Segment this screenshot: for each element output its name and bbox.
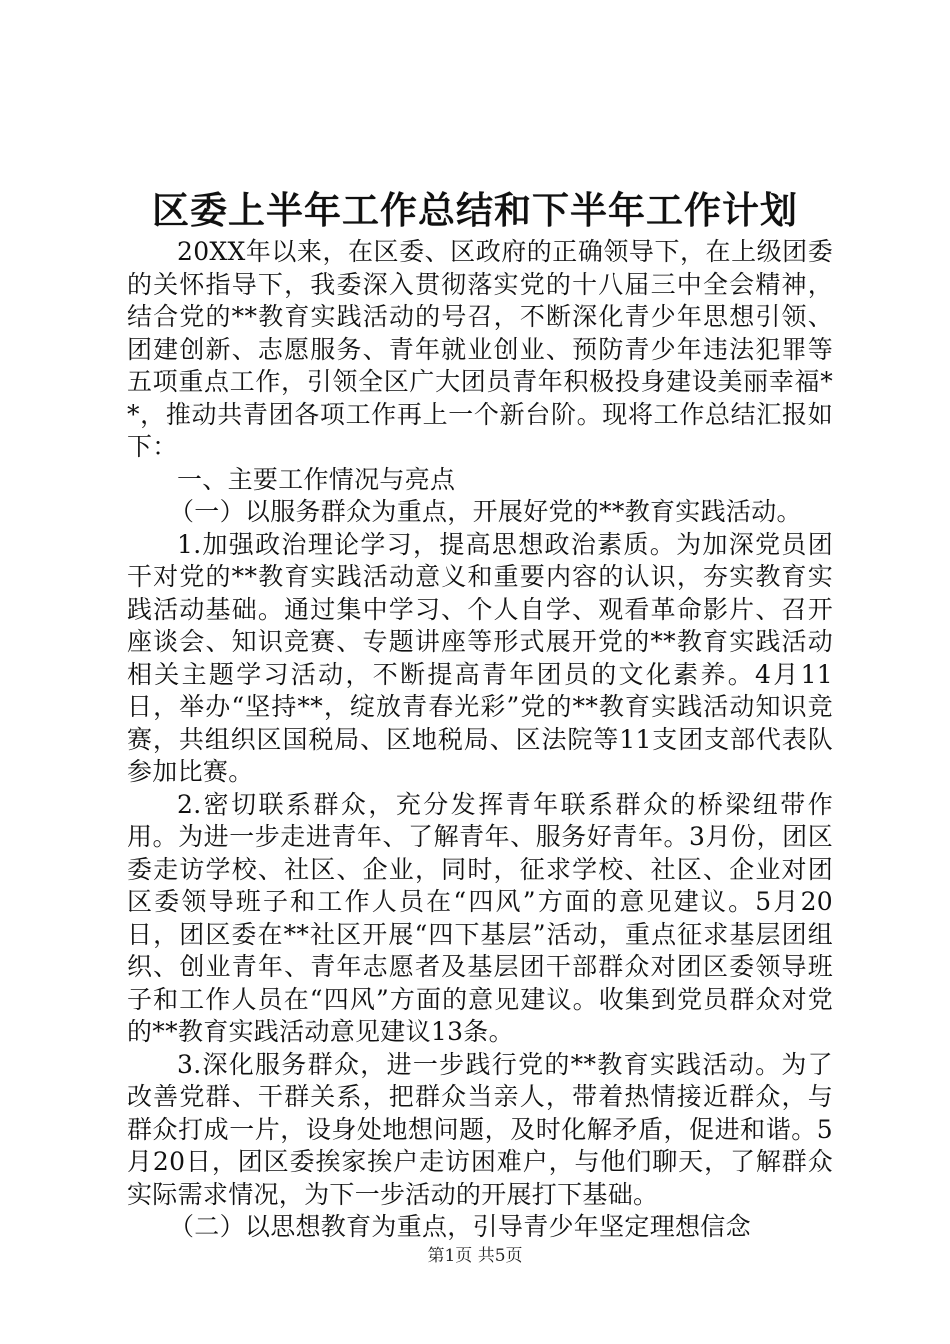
subsection-heading-1: （一）以服务群众为重点，开展好党的**教育实践活动。	[169, 497, 802, 526]
document-body	[127, 236, 833, 1244]
document-title: 区委上半年工作总结和下半年工作计划	[152, 188, 798, 232]
intro-paragraph: 20XX年以来，在区委、区政府的正确领导下，在上级团委的关怀指导下，我委深入贯彻落实党的十八届三中全会精神，结合党的**教育实践活动的号召，不断深化青少年思想引领、团建创新、志愿服务、青年就业创业、预防青少年违法犯罪等五项重点工作，引领全区广大团员青年积极投身建设美丽幸福**，推动共青团各项工作再上一个新台阶。现将工作总结汇报如下：	[127, 237, 833, 461]
item-paragraph-1: 1.加强政治理论学习，提高思想政治素质。为加深党员团干对党的**教育实践活动意义和重要内容的认识，夯实教育实践活动基础。通过集中学习、个人自学、观看革命影片、召开座谈会、知识竞赛、专题讲座等形式展开党的**教育实践活动相关主题学习活动，不断提高青年团员的文化素养。4月11日，举办“坚持**，绽放青春光彩”党的**教育实践活动知识竞赛，共组织区国税局、区地税局、区法院等11支团支部代表队参加比赛。	[127, 529, 833, 786]
item-paragraph-2: 2.密切联系群众，充分发挥青年联系群众的桥梁纽带作用。为进一步走进青年、了解青年、服务好青年。3月份，团区委走访学校、社区、企业，同时，征求学校、社区、企业对团区委领导班子和工作人员在“四风”方面的意见建议。5月20日，团区委在**社区开展“四下基层”活动，重点征求基层团组织、创业青年、青年志愿者及基层团干部群众对团区委领导班子和工作人员在“四风”方面的意见建议。收集到党员群众对党的**教育实践活动意见建议13条。	[127, 789, 833, 1046]
item-paragraph-3: 3.深化服务群众，进一步践行党的**教育实践活动。为了改善党群、干群关系，把群众当亲人，带着热情接近群众，与群众打成一片，设身处地想问题，及时化解矛盾，促进和谐。5月20日，团区委挨家挨户走访困难户，与他们聊天，了解群众实际需求情况，为下一步活动的开展打下基础。	[127, 1049, 833, 1209]
page-footer: 第1页 共5页	[427, 1246, 523, 1266]
subsection-heading-2: （二）以思想教育为重点，引导青少年坚定理想信念	[169, 1212, 751, 1241]
section-heading-1: 一、主要工作情况与亮点	[177, 464, 456, 494]
